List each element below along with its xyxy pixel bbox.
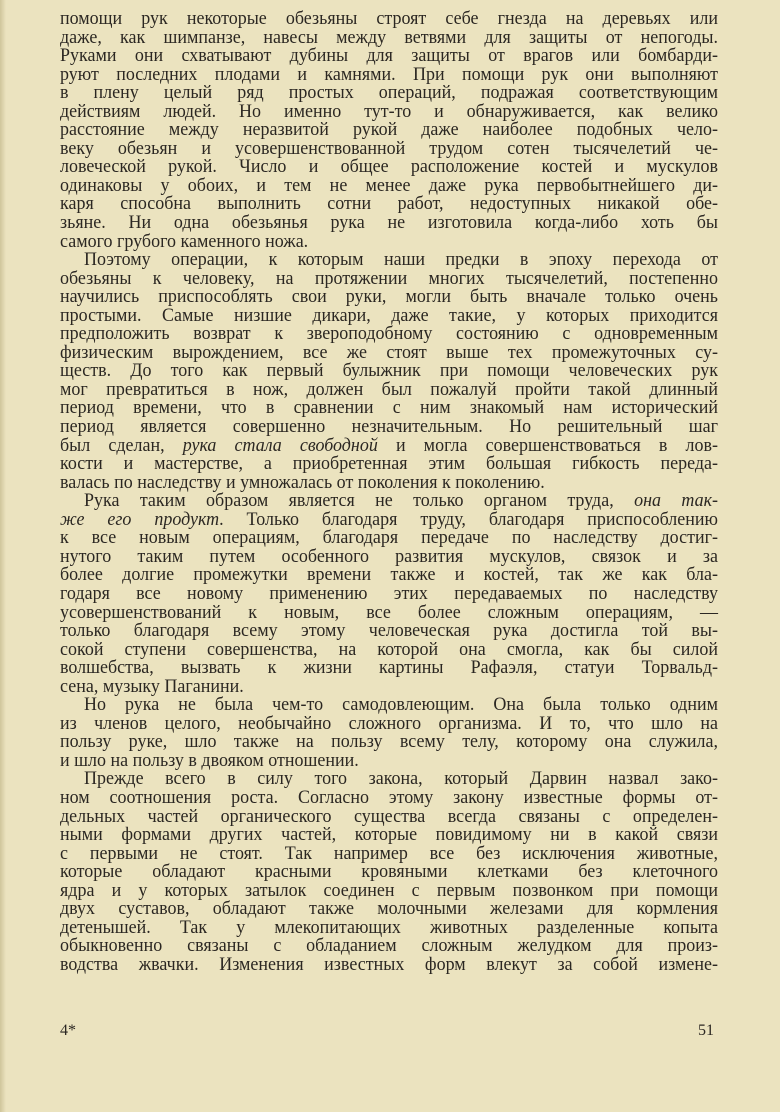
text-line: кости и мастерстве, а приобретенная этим большая гибкость переда- <box>60 452 718 474</box>
text-line: период времени, что в сравнении с ним знакомый нам исторический <box>60 396 718 419</box>
printer-signature-mark: 4* <box>60 1022 76 1039</box>
text-line: ществ. До того как первый булыжник при помощи человеческих рук <box>60 359 718 381</box>
text-line: волшебства, вызвать к жизни картины Рафаэля, статуи Торвальд- <box>60 656 718 678</box>
text-line: сокой ступени совершенства, на которой она смогла, как бы силой <box>60 637 718 660</box>
text-line: помощи рук некоторые обезьяны строят себе гнезда на деревьях или <box>60 6 718 29</box>
page-edge-shadow <box>0 0 6 1112</box>
text-line: ловеческой рукой. Число и общее расположение костей и мускулов <box>60 155 718 177</box>
paragraph <box>60 693 718 771</box>
text-line: более долгие промежутки времени также и костей, так же как бла- <box>60 563 718 585</box>
text-segment: и могла совершенствоваться в лов- <box>377 433 719 456</box>
text-line: предположить возврат к звероподобному состоянию с одновременным <box>60 322 718 344</box>
text-line: валась по наследству и умножалась от поколения к поколению. <box>60 470 545 493</box>
text-line: обезьяны к человеку, на протяжении многих тысячелетий, постепенно <box>60 266 718 289</box>
text-line: усовершенствований к новым, все более сложным операциям, — <box>60 600 718 623</box>
paragraph <box>60 489 718 697</box>
italic-emphasis: рука стала свободной <box>182 433 378 456</box>
text-line: Руками они схватывают дубины для защиты от врагов или бомбарди- <box>60 44 718 66</box>
text-line: сена, музыку Паганини. <box>60 674 244 697</box>
text-line: самого грубого каменного ножа. <box>60 229 309 252</box>
text-segment: . Только благодаря труду, благодаря приспособлению <box>219 507 718 530</box>
text-line: научились приспособлять свои руки, могли быть вначале только очень <box>60 285 718 307</box>
text-line: обыкновенно связаны с обладанием сложным желудком для произ- <box>60 934 718 956</box>
text-line: годаря все новому применению этих передаваемых по наследству <box>60 581 718 604</box>
page-number: 51 <box>698 1022 714 1039</box>
book-page-text <box>60 6 719 975</box>
text-segment: был сделан, <box>60 433 183 456</box>
text-line: нутого таким путем особенного развития мускулов, связок и за <box>60 544 718 567</box>
text-line: ядра и у которых затылок соединен с первым позвонком при помощи <box>60 878 718 901</box>
text-segment: Рука таким образом является не только органом труда, <box>84 489 635 511</box>
text-line: зьяне. Ни одна обезьянья рука не изготовила когда-либо хоть бы <box>60 210 718 233</box>
text-line: которые обладают красными кровяными клетками без клеточного <box>60 860 718 882</box>
text-line: пользу руке, шло также на пользу всему телу, которому она служила, <box>60 730 718 752</box>
text-line: физическим вырождением, все же стоят выше тех промежуточных су- <box>60 340 718 363</box>
text-line: руют последних плодами и камнями. При помощи рук они выполняют <box>60 62 718 85</box>
text-line: веку обезьян и усовершенствованной трудом сотен тысячелетий че- <box>60 136 718 159</box>
text-line: к все новым операциям, благодаря передаче по наследству достиг- <box>60 526 718 548</box>
text-line: мог превратиться в нож, должен был пожалуй пройти такой длинный <box>60 377 718 400</box>
paragraph <box>60 248 719 493</box>
text-line: с первыми не стоят. Так например все без исключения животные, <box>60 841 718 864</box>
text-line: одинаковы у обоих, и тем не менее даже рука первобытнейшего ди- <box>60 173 718 196</box>
text-line: из членов целого, необычайно сложного организма. И то, что шло на <box>60 711 718 734</box>
italic-emphasis: она так- <box>634 489 718 511</box>
paragraph <box>60 6 718 252</box>
text-line: Но рука не была чем-то самодовлеющим. Она была только одним <box>84 693 718 715</box>
text-line: каря способна выполнить сотни работ, недоступных никакой обе- <box>60 192 718 214</box>
text-line: двух суставов, обладают также молочными железами для кормления <box>60 897 718 919</box>
text-line: только благодаря всему этому человеческая рука достигла той вы- <box>60 618 718 641</box>
text-line: простыми. Самые низшие дикари, даже такие, у которых приходится <box>60 303 718 326</box>
text-line: даже, как шимпанзе, навесы между ветвями для защиты от непогоды. <box>60 25 718 48</box>
text-line: Прежде всего в силу того закона, который Дарвин назвал зако- <box>84 767 718 789</box>
text-line: в плену целый ряд простых операций, подражая соответствующим <box>60 81 718 103</box>
text-line: детенышей. Так у млекопитающих животных разделенные копыта <box>60 915 718 938</box>
text-line: дельных частей органического существа всегда связаны с определен- <box>60 804 718 827</box>
text-line: ном соотношения роста. Согласно этому закону известные формы от- <box>60 785 718 808</box>
text-line: и шло на пользу в двояком отношении. <box>60 748 359 771</box>
text-line: период является совершенно незначительным. Но решительный шаг <box>60 414 718 437</box>
text-line: расстояние между неразвитой рукой даже наиболее подобных чело- <box>60 118 718 140</box>
text-line: водства жвачки. Изменения известных форм влекут за собой измене- <box>60 952 718 975</box>
italic-emphasis: же его продукт <box>60 507 220 530</box>
paragraph <box>60 767 718 975</box>
text-line: действиям людей. Но именно тут-то и обнаруживается, как велико <box>60 99 718 122</box>
text-line: Поэтому операции, к которым наши предки в эпоху перехода от <box>84 248 718 270</box>
text-line: ными формами других частей, которые повидимому ни в какой связи <box>60 822 718 845</box>
